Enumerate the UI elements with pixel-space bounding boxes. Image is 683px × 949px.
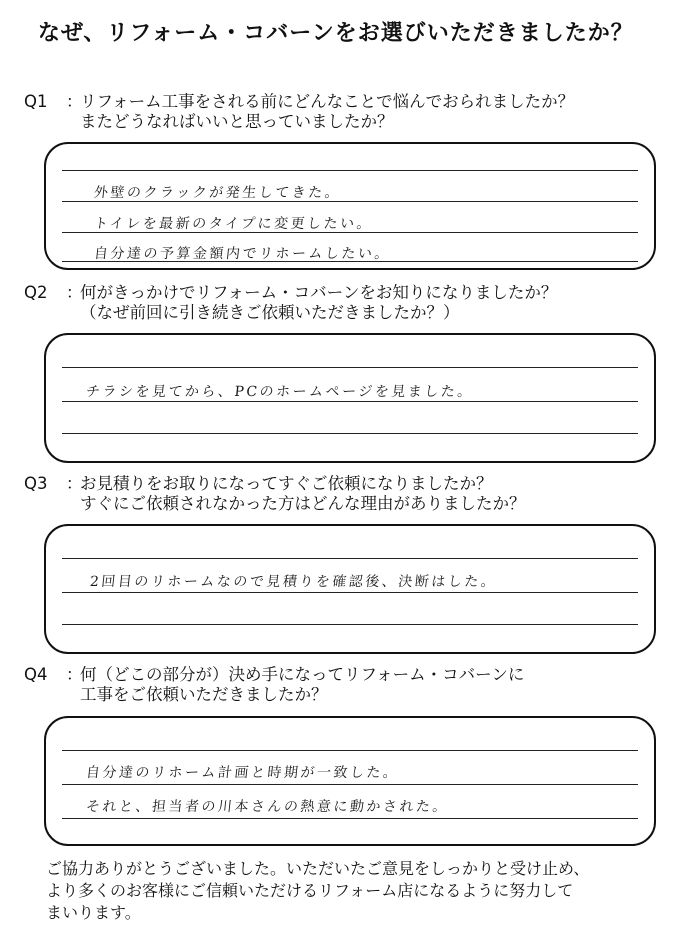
answer-rule xyxy=(62,750,638,751)
answer-rule xyxy=(62,170,638,171)
answer-line: 自分達のリホーム計画と時期が一致した。 xyxy=(85,765,401,781)
question-2 xyxy=(24,283,557,323)
closing-line: ご協力ありがとうございました。いただいたご意見をしっかりと受け止め、 xyxy=(46,859,590,878)
answer-rule xyxy=(62,818,638,819)
answer-line: 自分達の予算金額内でリホームしたい。 xyxy=(93,246,392,262)
closing-line: より多くのお客様にご信頼いただけるリフォーム店になるように努力して xyxy=(46,881,574,900)
question-text-line2: 工事をご依頼いただきましたか？ xyxy=(80,685,328,704)
question-separator: ： xyxy=(66,474,83,493)
question-separator: ： xyxy=(66,283,83,302)
closing-message xyxy=(46,858,589,924)
question-number: Q1 xyxy=(24,92,48,111)
answer-rule xyxy=(62,401,638,402)
answer-line: チラシを見てから、PCのホームページを見ました。 xyxy=(85,384,475,400)
answer-box-1 xyxy=(44,142,656,270)
question-text-line2: （なぜ前回に引き続きご依頼いただきましたか？） xyxy=(80,303,460,322)
answer-rule xyxy=(62,784,638,785)
question-text-line1: お見積りをお取りになってすぐご依頼になりましたか？ xyxy=(80,474,493,493)
answer-rule xyxy=(62,433,638,434)
question-number: Q3 xyxy=(24,474,48,493)
question-text-line1: 何（どこの部分が）決め手になってリフォーム・コバーンに xyxy=(80,665,525,684)
answer-rule xyxy=(62,624,638,625)
question-1 xyxy=(24,92,574,132)
page-title: なぜ、リフォーム・コバーンをお選びいただきましたか？ xyxy=(38,21,634,46)
answer-box-3 xyxy=(44,524,656,654)
answer-line: 2回目のリホームなので見積りを確認後、決断はした。 xyxy=(89,574,499,590)
answer-box-4 xyxy=(44,716,656,846)
answer-line: それと、担当者の川本さんの熱意に動かされた。 xyxy=(85,799,450,815)
answer-rule xyxy=(62,592,638,593)
question-text-line2: またどうなればいいと思っていましたか？ xyxy=(80,112,394,131)
question-text-line1: リフォーム工事をされる前にどんなことで悩んでおられましたか？ xyxy=(80,92,575,111)
answer-rule xyxy=(62,558,638,559)
question-separator: ： xyxy=(66,665,83,684)
answer-box-2 xyxy=(44,333,656,463)
question-text-line2: すぐにご依頼されなかった方はどんな理由がありましたか？ xyxy=(80,494,526,513)
answer-line: トイレを最新のタイプに変更したい。 xyxy=(93,216,374,232)
question-number: Q4 xyxy=(24,665,48,684)
question-4 xyxy=(24,665,524,705)
answer-line: 外壁のクラックが発生してきた。 xyxy=(93,185,342,201)
question-separator: ： xyxy=(66,92,83,111)
question-3 xyxy=(24,474,526,514)
question-text-line1: 何がきっかけでリフォーム・コバーンをお知りになりましたか？ xyxy=(80,283,558,302)
question-number: Q2 xyxy=(24,283,48,302)
answer-rule xyxy=(62,367,638,368)
closing-line: まいります。 xyxy=(46,903,141,922)
